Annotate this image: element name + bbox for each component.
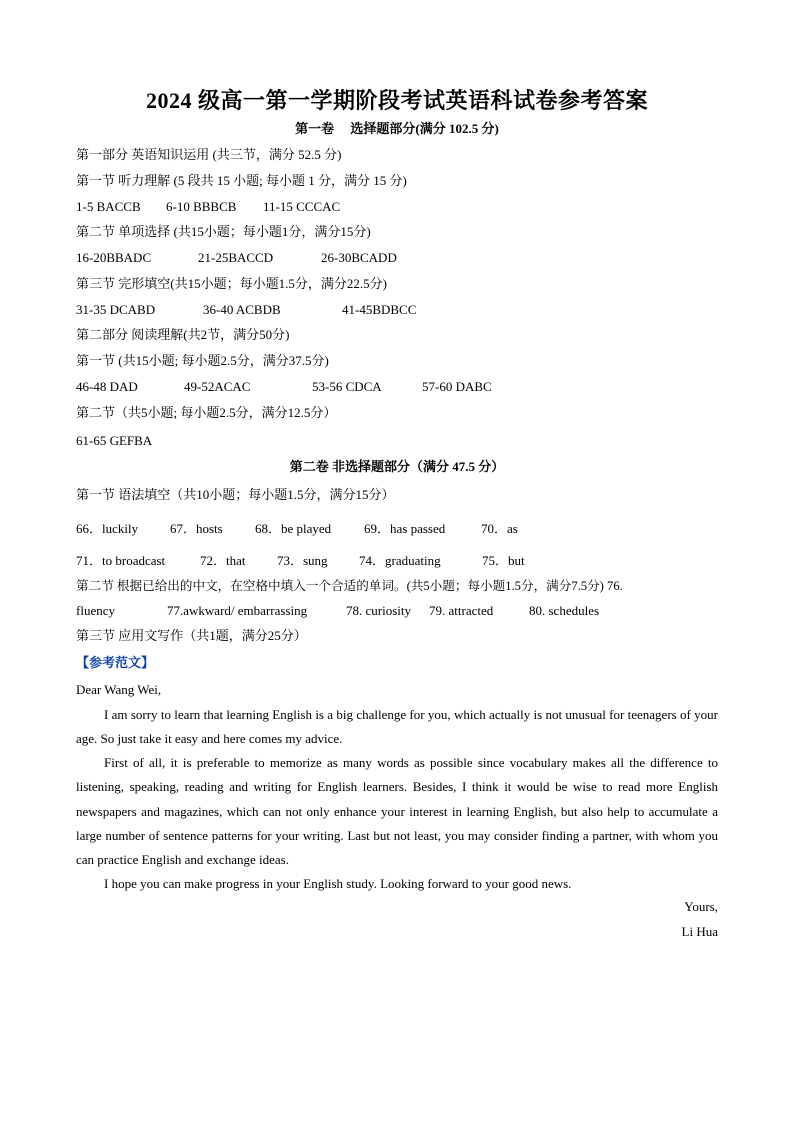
letter-paragraph: I am sorry to learn that learning English is a big challenge for you, which actually is not unusual for teenagers of your age. So just take it easy and here comes my advice. — [76, 707, 718, 747]
reading2-answer: 61-65 GEFBA — [76, 433, 153, 448]
letter-closing: Yours, — [684, 899, 718, 914]
part2-title: 第二部分 阅读理解(共2节，满分50分) — [76, 327, 290, 342]
section3-answer: 36-40 ACBDB — [203, 302, 281, 317]
grammar-answer: 69．has passed — [364, 521, 446, 536]
fill-in-title: 第二节 根据已给出的中文，在空格中填入一个合适的单词。(共5小题；每小题1.5分，满分7.5分) 76. — [76, 579, 623, 593]
reading2-title: 第二节（共5小题; 每小题2.5分，满分12.5分） — [76, 405, 337, 420]
fill-in-answer: 77.awkward/ embarrassing — [167, 603, 308, 618]
fill-in-answer: 79. attracted — [429, 603, 494, 618]
grammar-answer: 74．graduating — [359, 553, 441, 568]
grammar-answer: 72．that — [200, 553, 246, 568]
page-title: 2024 级高一第一学期阶段考试英语科试卷参考答案 — [145, 88, 648, 113]
grammar-answer: 75．but — [482, 553, 525, 568]
letter-signature: Li Hua — [681, 924, 718, 939]
reading1-answer: 57-60 DABC — [422, 379, 492, 394]
writing-title: 第三节 应用文写作（共1题，满分25分） — [76, 628, 307, 643]
section2-title: 第二节 单项选择 (共15小题；每小题1分，满分15分) — [76, 224, 371, 239]
section1-title: 第一节 听力理解 (5 段共 15 小题; 每小题 1 分，满分 15 分) — [76, 173, 407, 188]
letter-paragraph: I hope you can make progress in your English study. Looking forward to your good news. — [104, 876, 572, 891]
volume1-heading: 第一卷 选择题部分(满分 102.5 分) — [295, 121, 499, 136]
section3-title: 第三节 完形填空(共15小题；每小题1.5分，满分22.5分) — [76, 276, 387, 291]
sample-essay-label: 【参考范文】 — [76, 655, 155, 670]
grammar-answer: 71．to broadcast — [76, 553, 166, 568]
section3-answer: 41-45BDBCC — [342, 302, 417, 317]
grammar-answer: 68．be played — [255, 521, 332, 536]
part1-title: 第一部分 英语知识运用 (共三节，满分 52.5 分) — [76, 147, 342, 162]
grammar-answer: 73．sung — [277, 553, 328, 568]
grammar-answer: 66．luckily — [76, 521, 139, 536]
volume2-heading: 第二卷 非选择题部分（满分 47.5 分） — [289, 459, 505, 474]
fill-in-answer: 80. schedules — [529, 603, 600, 618]
section2-answer: 26-30BCADD — [321, 250, 397, 265]
reading1-answer: 49-52ACAC — [184, 379, 251, 394]
grammar-answer: 67．hosts — [170, 521, 223, 536]
fill-in-answer: 78. curiosity — [346, 603, 411, 618]
fill-in-answer: fluency — [76, 603, 115, 618]
letter-paragraph: First of all, it is preferable to memorize as many words as possible since vocabulary makes all the difference to listening, speaking, reading and writing for English learners. Besides, I think it would be wise to read more English newspapers and magazines, which can not only enhance your interest in learning English, but also help to accumulate a large number of sentence patterns for your writing. Last but not least, you may consider finding a partner, with whom you can practice English and exchange ideas. — [76, 755, 718, 868]
grammar-title: 第一节 语法填空（共10小题；每小题1.5分，满分15分） — [76, 487, 395, 502]
section3-answer: 31-35 DCABD — [76, 302, 156, 317]
letter-salutation: Dear Wang Wei, — [76, 682, 162, 697]
section2-answer: 16-20BBADC — [76, 250, 152, 265]
reading1-answer: 46-48 DAD — [76, 379, 138, 394]
section1-answer: 11-15 CCCAC — [263, 199, 341, 214]
section2-answer: 21-25BACCD — [198, 250, 274, 265]
grammar-answer: 70．as — [481, 521, 518, 536]
section1-answer: 1-5 BACCB — [76, 199, 141, 214]
reading1-answer: 53-56 CDCA — [312, 379, 382, 394]
reading1-title: 第一节 (共15小题; 每小题2.5分，满分37.5分) — [76, 353, 329, 368]
section1-answer: 6-10 BBBCB — [166, 199, 237, 214]
